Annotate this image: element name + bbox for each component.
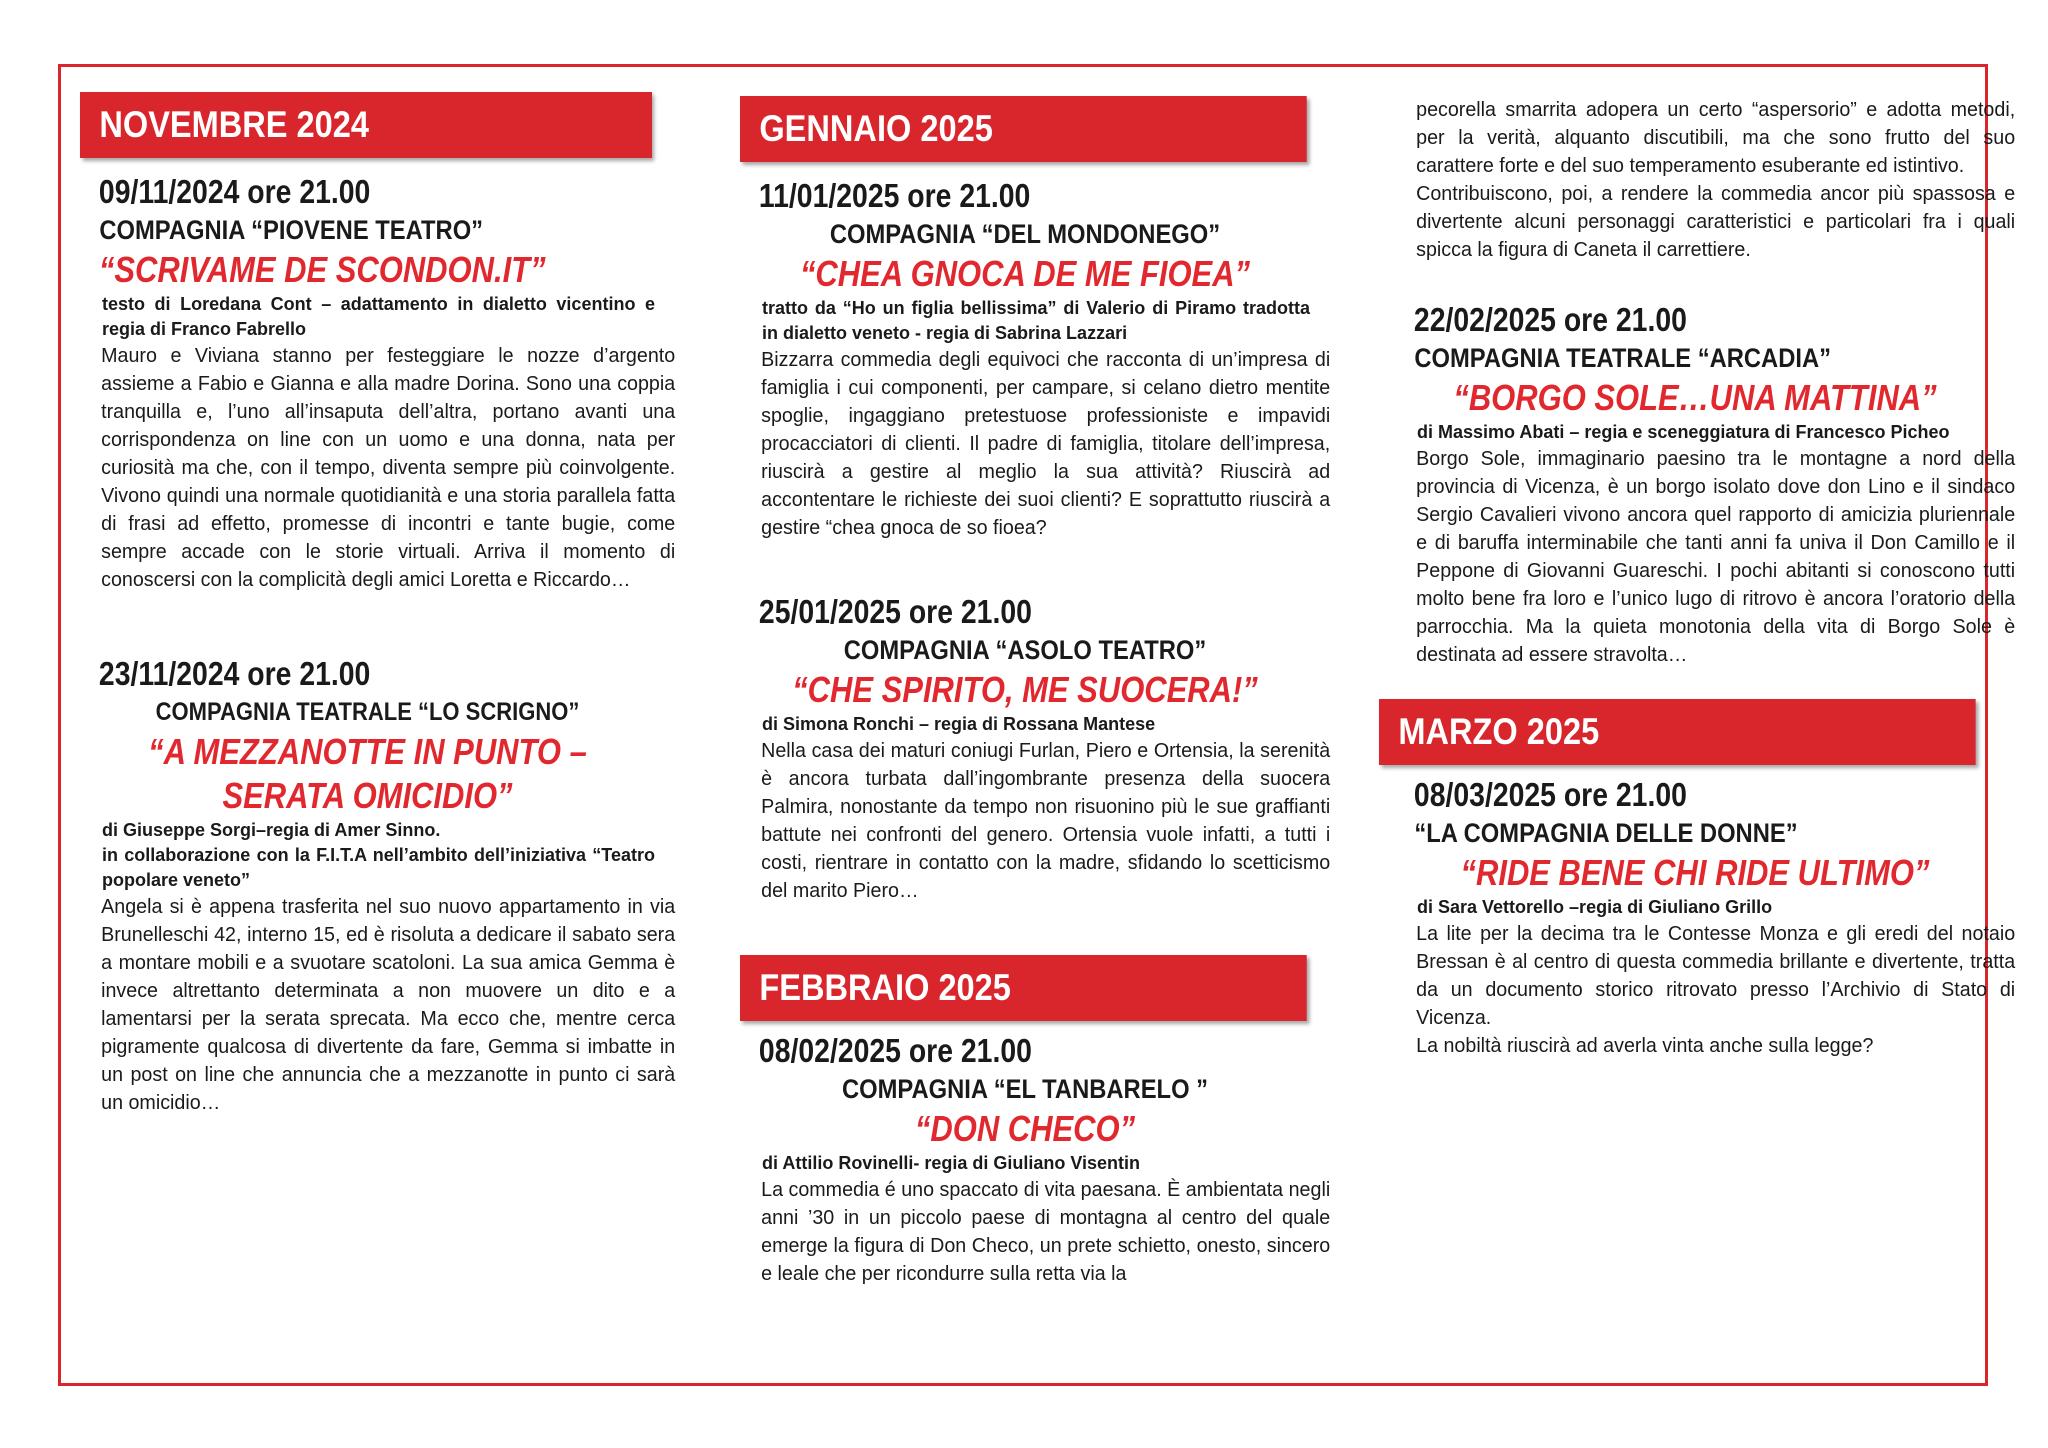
event-don-checo (740, 1031, 1331, 1288)
event-title: “SCRIVAME DE SCONDON.IT” (98, 249, 546, 290)
event-che-spirito (740, 592, 1331, 905)
event-date: 22/02/2025 ore 21.00 (1413, 301, 1687, 338)
event-mezzanotte (80, 654, 676, 1117)
event-date: 09/11/2024 ore 21.00 (98, 173, 371, 210)
event-company: COMPAGNIA “ASOLO TEATRO” (843, 635, 1207, 665)
event-credits: testo di Loredana Cont – adattamento in dialetto vicentino e regia di Franco Fabrello (102, 294, 655, 339)
event-title: “DON CHECO” (914, 1108, 1136, 1149)
month-banner-marzo: MARZO 2025 (1379, 699, 1976, 765)
event-description: Nella casa dei maturi coniugi Furlan, Piero e Ortensia, la serenità è ancora turbata dall’ingombrante presenza della suocera Palmira, nonostante da tempo non risuonino più le sue graffianti battute nei confronti del genero. Ortensia vuole infatti, a tutti i costi, rientrare in contatto con la madre, sfidando lo scetticismo del marito Piero… (761, 739, 1331, 902)
event-borgo-sole (1395, 300, 2016, 669)
event-collaboration: in collaborazione con la F.I.T.A nell’ambito dell’iniziativa “Teatro popolare veneto” (102, 845, 655, 890)
event-description: Borgo Sole, immaginario paesino tra le montagne a nord della provincia di Vicenza, è un borgo isolato dove don Lino e il sindaco Sergio Cavalieri vivono ancora quel rapporto di amicizia pluriennale e di baruffa interminabile che tanti anni fa univa il Don Camillo e il Peppone di Giovanni Guareschi. I pochi abitanti si conoscono tutti molto bene fra loro e l’unico lugo di ritrovo è ancora l’oratorio della parrocchia. Ma la quieta monotonia della vita di Borgo Sole è destinata ad essere stravolta… (1416, 447, 2016, 666)
event-credits: di Simona Ronchi – regia di Rossana Mantese (762, 714, 1156, 734)
event-credits: di Sara Vettorello –regia di Giuliano Grillo (1417, 897, 1773, 917)
event-company: COMPAGNIA TEATRALE “ARCADIA” (1414, 343, 1832, 373)
month-banner-novembre: NOVEMBRE 2024 (80, 92, 652, 158)
event-description: La lite per la decima tra le Contesse Monza e gli eredi del notaio Bressan è al centro di questa commedia brillante e divertente, tratta da un documento storico ritrovato presso l’Archivio di Stato di Vicenza. La nobiltà riuscirà ad averla vinta anche sulla legge? (1416, 922, 2016, 1057)
event-title-line-1: “A MEZZANOTTE IN PUNTO – (148, 731, 587, 772)
event-chea-gnoca (740, 176, 1331, 542)
event-description: La commedia é uno spaccato di vita paesana. È ambientata negli anni ’30 in un piccolo paese di montagna al centro del quale emerge la figura di Don Checo, un prete schietto, onesto, sincero e leale che per ricondurre sulla retta via la (761, 1178, 1331, 1285)
event-date: 25/01/2025 ore 21.00 (758, 593, 1032, 630)
event-company: COMPAGNIA “PIOVENE TEATRO” (99, 215, 484, 245)
event-credits: di Massimo Abati – regia e sceneggiatura di Francesco Picheo (1417, 422, 1950, 442)
event-date: 11/01/2025 ore 21.00 (758, 177, 1031, 214)
column-2 (740, 92, 1331, 1288)
event-company: COMPAGNIA “EL TANBARELO ” (841, 1074, 1209, 1104)
event-title: “CHEA GNOCA DE ME FIOEA” (799, 253, 1251, 294)
month-banner-febbraio: FEBBRAIO 2025 (740, 955, 1307, 1021)
event-company: “LA COMPAGNIA DELLE DONNE” (1414, 818, 1798, 848)
column-1 (80, 92, 676, 1117)
event-description: Angela si è appena trasferita nel suo nuovo appartamento in via Brunelleschi 42, interno 15, ed è risoluta a dedicare il sabato sera a montare mobili e a svuotare scatoloni. La sua amica Gemma è invece altrettanto determinata a non muovere un dito e a lamentarsi per la serata sprecata. Ma ecco che, mentre cerca pigramente qualcosa di divertente da fare, Gemma si imbatte in un post on line che annuncia che a mezzanotte in punto ci sarà un omicidio… (101, 895, 676, 1114)
event-title: “RIDE BENE CHI RIDE ULTIMO” (1460, 852, 1930, 893)
event-scrivame (80, 172, 676, 594)
event-credits: tratto da “Ho un figlia bellissima” di Valerio di Piramo tradotta in dialetto veneto - regia di Sabrina Lazzari (762, 298, 1310, 343)
event-credits: di Attilio Rovinelli- regia di Giuliano Visentin (762, 1153, 1141, 1173)
event-company: COMPAGNIA TEATRALE “LO SCRIGNO” (155, 698, 580, 726)
month-banner-gennaio: GENNAIO 2025 (740, 96, 1307, 162)
event-description: Mauro e Viviana stanno per festeggiare le nozze d’argento assieme a Fabio e Gianna e alla madre Dorina. Sono una coppia tranquilla e, l’uno all’insaputa dell’altra, portano avanti una corrispondenza on line con un uomo e una donna, nata per curiosità ma che, con il tempo, diventa sempre più coinvolgente. Vivono quindi una normale quotidianità e una storia parallela fatta di frasi ad effetto, promesse di incontri e tante bugie, come sempre accade con le storie virtuali. Arriva il momento di conoscersi con la complicità degli amici Loretta e Riccardo… (101, 344, 676, 591)
event-title-line-2: SERATA OMICIDIO” (222, 775, 513, 816)
event-date: 08/02/2025 ore 21.00 (758, 1032, 1032, 1069)
event-date: 08/03/2025 ore 21.00 (1413, 776, 1687, 813)
event-description: Bizzarra commedia degli equivoci che racconta di un’impresa di famiglia i cui componenti, per campare, si celano dietro mentite spoglie, ingaggiano pretestuose professioniste e impavidi procacciatori di clienti. Il padre di famiglia, titolare dell’impresa, riuscirà a gestire al meglio la sua attività? Riuscirà ad accontentare le richieste dei suoi clienti? E soprattutto riuscirà a gestire “chea gnoca de so fioea? (761, 348, 1331, 539)
event-description-continued: pecorella smarrita adopera un certo “aspersorio” e adotta metodi, per la verità, alquanto discutibili, ma che sono frutto del suo carattere forte e del suo temperamento esuberante ed istintivo. Contribuiscono, poi, a rendere la commedia ancor più spassosa e divertente alcuni personaggi caratteristici e particolari fra i quali spicca la figura di Caneta il carrettiere. (1416, 98, 2016, 261)
event-date: 23/11/2024 ore 21.00 (98, 655, 371, 692)
event-title: “BORGO SOLE…UNA MATTINA” (1453, 377, 1937, 418)
event-title: “CHE SPIRITO, ME SUOCERA!” (792, 669, 1258, 710)
event-credits: di Giuseppe Sorgi–regia di Amer Sinno. (102, 820, 441, 840)
column-3 (1395, 96, 2016, 1060)
event-company: COMPAGNIA “DEL MONDONEGO” (829, 219, 1221, 249)
event-ride-bene (1395, 775, 2016, 1060)
